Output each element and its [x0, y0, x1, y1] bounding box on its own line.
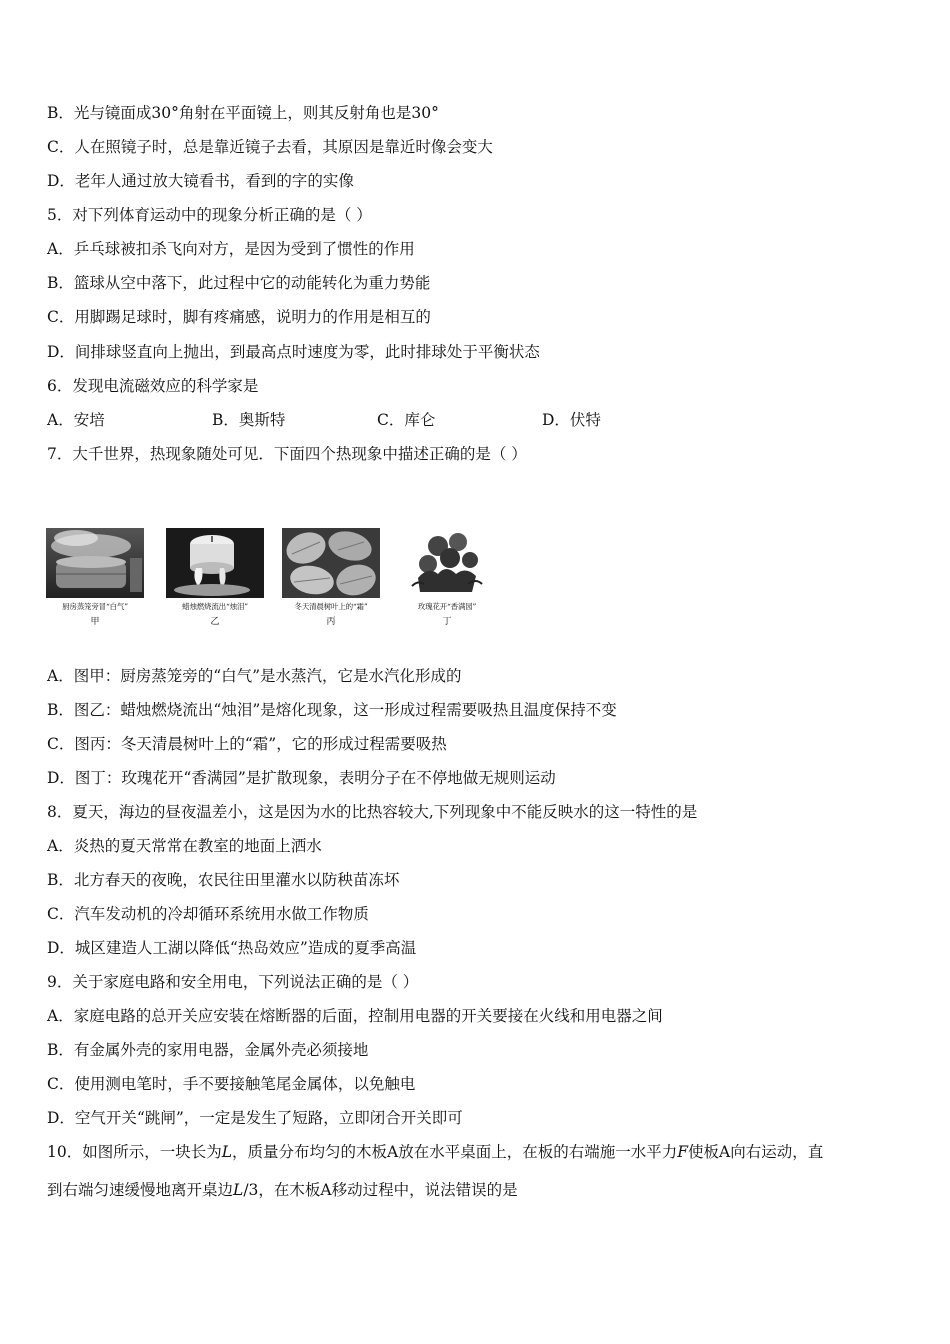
figure-caption: 厨房蒸笼旁冒“白气”	[62, 602, 128, 611]
figure-caption: 蜡烛燃烧流出“烛泪”	[182, 602, 248, 611]
q10-symbol-l: L	[233, 1181, 244, 1199]
figure-yi	[166, 528, 264, 627]
q10-text: 10．如图所示，一块长为	[47, 1143, 222, 1161]
q10-text: ，质量分布均匀的木板A放在水平桌面上，在板的右端施一水平力	[232, 1143, 678, 1161]
figure-label: 丁	[442, 617, 452, 627]
q9-option-d: D．空气开关“跳闸”，一定是发生了短路，立即闭合开关即可	[47, 1109, 463, 1127]
q7-option-a: A．图甲：厨房蒸笼旁的“白气”是水蒸汽，它是水汽化形成的	[47, 667, 462, 685]
q8-option-c: C．汽车发动机的冷却循环系统用水做工作物质	[47, 905, 369, 923]
q5-option-b: B．篮球从空中落下，此过程中它的动能转化为重力势能	[47, 274, 431, 292]
figure-jia	[46, 528, 144, 627]
figure-label: 乙	[210, 617, 220, 627]
question-7: 7．大千世界，热现象随处可见．下面四个热现象中描述正确的是（ ）	[47, 445, 527, 463]
q9-option-c: C．使用测电笔时，手不要接触笔尾金属体，以免触电	[47, 1075, 416, 1093]
option-c-mirror: C．人在照镜子时，总是靠近镜子去看，其原因是靠近时像会变大	[47, 138, 493, 156]
question-8: 8．夏天，海边的昼夜温差小，这是因为水的比热容较大,下列现象中不能反映水的这一特性的是	[47, 803, 698, 821]
question-9: 9．关于家庭电路和安全用电，下列说法正确的是（ ）	[47, 973, 419, 991]
q6-option-d: D．伏特	[542, 411, 601, 429]
question-10-line-1	[47, 1140, 823, 1162]
q9-option-a: A．家庭电路的总开关应安装在熔断器的后面，控制用电器的开关要接在火线和用电器之间	[47, 1007, 663, 1025]
figure-bing	[282, 528, 380, 627]
question-10-line-2	[47, 1178, 518, 1200]
q10-symbol-l: L	[221, 1143, 233, 1161]
option-d-magnifier: D．老年人通过放大镜看书，看到的字的实像	[47, 172, 354, 190]
q5-option-a: A．乒乓球被扣杀飞向对方，是因为受到了惯性的作用	[47, 240, 415, 258]
frost-leaves-photo	[282, 528, 380, 598]
figure-label: 甲	[90, 617, 100, 627]
q7-option-b: B．图乙：蜡烛燃烧流出“烛泪”是熔化现象，这一形成过程需要吸热且温度保持不变	[47, 701, 617, 719]
q7-figures	[46, 528, 506, 638]
q8-option-a: A．炎热的夏天常常在教室的地面上洒水	[47, 837, 322, 855]
q10-text: /3，在木板A移动过程中，说法错误的是	[243, 1181, 518, 1199]
figure-caption: 冬天清晨树叶上的“霜”	[294, 602, 368, 611]
q7-option-d: D．图丁：玫瑰花开“香满园”是扩散现象，表明分子在不停地做无规则运动	[47, 769, 556, 787]
q5-option-c: C．用脚踢足球时，脚有疼痛感，说明力的作用是相互的	[47, 308, 431, 326]
q6-option-c: C．库仑	[377, 411, 436, 429]
q6-option-b: B．奥斯特	[212, 411, 286, 429]
q10-symbol-f: F	[677, 1143, 688, 1161]
q10-text: 到右端匀速缓慢地离开桌边	[47, 1181, 234, 1199]
q6-options	[47, 408, 601, 430]
q8-option-b: B．北方春天的夜晚，农民往田里灌水以防秧苗冻坏	[47, 871, 400, 889]
q9-option-b: B．有金属外壳的家用电器，金属外壳必须接地	[47, 1041, 369, 1059]
question-6: 6．发现电流磁效应的科学家是	[47, 377, 259, 395]
candle-photo	[166, 528, 264, 598]
option-b-mirror: B．光与镜面成30°角射在平面镜上，则其反射角也是30°	[47, 104, 439, 122]
figure-caption: 玫瑰花开“香满园”	[417, 602, 477, 611]
figure-label: 丙	[326, 617, 336, 627]
q5-option-d: D．间排球竖直向上抛出，到最高点时速度为零，此时排球处于平衡状态	[47, 343, 540, 361]
q7-option-c: C．图丙：冬天清晨树叶上的“霜”，它的形成过程需要吸热	[47, 735, 447, 753]
q10-text: 使板A向右运动，直	[688, 1143, 824, 1161]
figure-ding	[398, 528, 496, 627]
question-5: 5．对下列体育运动中的现象分析正确的是（ ）	[47, 206, 372, 224]
q6-option-a: A．安培	[47, 411, 105, 429]
steamer-photo	[46, 528, 144, 598]
q8-option-d: D．城区建造人工湖以降低“热岛效应”造成的夏季高温	[47, 939, 417, 957]
rose-photo	[398, 528, 496, 598]
